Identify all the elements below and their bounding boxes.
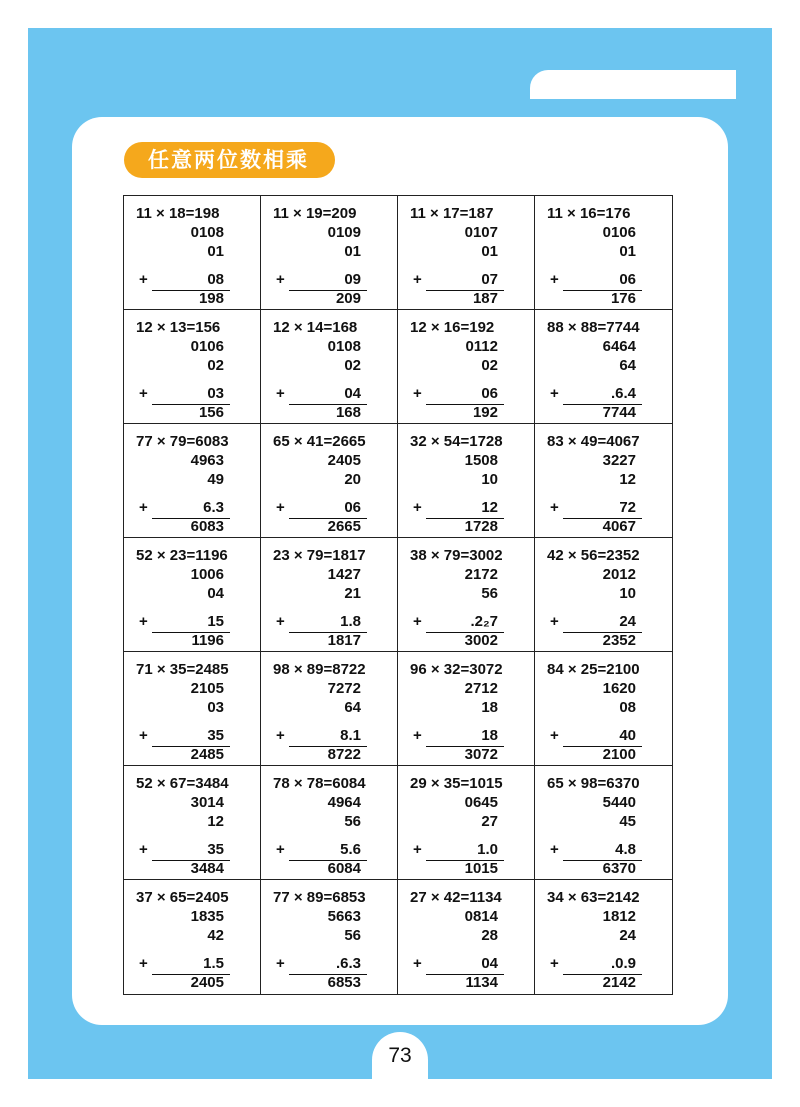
sum-result: 8722 (327, 746, 361, 763)
partial-product-2: 42 (207, 927, 224, 944)
partial-product-3: 15 (207, 613, 224, 630)
sum-result: 1015 (464, 860, 498, 877)
plus-sign: + (276, 271, 285, 288)
partial-product-1: 1812 (602, 908, 636, 925)
sum-line (152, 746, 230, 747)
sum-line (152, 860, 230, 861)
problem-cell (261, 424, 398, 538)
partial-product-1: 3014 (190, 794, 224, 811)
partial-product-1: 1427 (327, 566, 361, 583)
sum-result: 198 (198, 290, 224, 307)
sum-line (563, 518, 642, 519)
partial-product-1: 2012 (602, 566, 636, 583)
sum-result: 3072 (464, 746, 498, 763)
partial-product-1: 2405 (327, 452, 361, 469)
partial-product-2: 12 (207, 813, 224, 830)
plus-sign: + (550, 613, 559, 630)
problem-grid (123, 195, 673, 995)
sum-line (426, 860, 504, 861)
sum-result: 1134 (465, 974, 498, 991)
partial-product-2: 24 (619, 927, 636, 944)
equation: 88 × 88=7744 (547, 319, 640, 336)
sum-result: 156 (198, 404, 224, 421)
sum-result: 4067 (602, 518, 636, 535)
partial-product-3: 04 (481, 955, 498, 972)
sum-line (152, 290, 230, 291)
equation: 71 × 35=2485 (136, 661, 229, 678)
equation: 11 × 19=209 (273, 205, 357, 222)
equation: 98 × 89=8722 (273, 661, 366, 678)
equation: 52 × 23=1196 (136, 547, 228, 564)
partial-product-3: 1.0 (477, 841, 498, 858)
equation: 38 × 79=3002 (410, 547, 503, 564)
equation: 11 × 18=198 (136, 205, 220, 222)
plus-sign: + (413, 385, 422, 402)
equation: 11 × 16=176 (547, 205, 631, 222)
sum-line (426, 404, 504, 405)
plus-sign: + (139, 385, 148, 402)
partial-product-3: .6.4 (610, 385, 636, 402)
problem-cell (535, 424, 672, 538)
partial-product-3: 4.8 (615, 841, 636, 858)
problem-cell (261, 310, 398, 424)
partial-product-1: 1508 (464, 452, 498, 469)
partial-product-2: 27 (481, 813, 498, 830)
problem-cell (261, 538, 398, 652)
sum-result: 3484 (190, 860, 224, 877)
sum-line (289, 518, 367, 519)
plus-sign: + (139, 841, 148, 858)
equation: 12 × 14=168 (273, 319, 358, 336)
partial-product-2: 45 (619, 813, 636, 830)
plus-sign: + (139, 955, 148, 972)
equation: 23 × 79=1817 (273, 547, 366, 564)
plus-sign: + (276, 955, 285, 972)
partial-product-1: 0106 (190, 338, 224, 355)
problem-cell (124, 880, 261, 994)
sum-line (426, 632, 504, 633)
equation: 12 × 16=192 (410, 319, 495, 336)
problem-cell (398, 538, 535, 652)
partial-product-1: 1835 (190, 908, 224, 925)
partial-product-2: 10 (481, 471, 498, 488)
partial-product-3: 09 (344, 271, 361, 288)
partial-product-2: 21 (344, 585, 361, 602)
problem-cell (124, 652, 261, 766)
top-tab (530, 70, 736, 99)
partial-product-1: 2172 (464, 566, 498, 583)
page-number: 73 (388, 1044, 412, 1067)
partial-product-2: 64 (344, 699, 361, 716)
sum-result: 176 (610, 290, 636, 307)
problem-cell (398, 424, 535, 538)
equation: 77 × 89=6853 (273, 889, 366, 906)
equation: 34 × 63=2142 (547, 889, 640, 906)
partial-product-3: 06 (344, 499, 361, 516)
equation: 29 × 35=1015 (410, 775, 503, 792)
partial-product-2: 10 (619, 585, 636, 602)
partial-product-1: 0814 (464, 908, 498, 925)
partial-product-2: 04 (207, 585, 224, 602)
sum-result: 168 (335, 404, 361, 421)
sum-line (426, 746, 504, 747)
plus-sign: + (550, 385, 559, 402)
partial-product-3: 18 (481, 727, 498, 744)
equation: 65 × 41=2665 (273, 433, 366, 450)
plus-sign: + (413, 499, 422, 516)
sum-result: 6083 (190, 518, 224, 535)
partial-product-2: 02 (481, 357, 498, 374)
sum-result: 187 (472, 290, 498, 307)
plus-sign: + (276, 385, 285, 402)
plus-sign: + (139, 271, 148, 288)
partial-product-3: 35 (207, 841, 224, 858)
problem-cell (398, 196, 535, 310)
partial-product-3: 24 (619, 613, 636, 630)
plus-sign: + (550, 955, 559, 972)
equation: 11 × 17=187 (410, 205, 494, 222)
problem-cell (398, 310, 535, 424)
equation: 27 × 42=1134 (410, 889, 502, 906)
partial-product-1: 7272 (327, 680, 361, 697)
partial-product-2: 01 (619, 243, 636, 260)
partial-product-2: 28 (481, 927, 498, 944)
plus-sign: + (276, 613, 285, 630)
equation: 77 × 79=6083 (136, 433, 229, 450)
sum-result: 2100 (602, 746, 636, 763)
sum-line (152, 974, 230, 975)
sum-line (426, 518, 504, 519)
partial-product-1: 0112 (465, 338, 498, 355)
sum-result: 1728 (464, 518, 498, 535)
sum-line (152, 518, 230, 519)
partial-product-2: 02 (207, 357, 224, 374)
problem-cell (535, 880, 672, 994)
partial-product-2: 64 (619, 357, 636, 374)
plus-sign: + (276, 841, 285, 858)
problem-cell (124, 538, 261, 652)
partial-product-1: 2712 (464, 680, 498, 697)
equation: 83 × 49=4067 (547, 433, 640, 450)
plus-sign: + (413, 613, 422, 630)
plus-sign: + (139, 727, 148, 744)
partial-product-3: 8.1 (340, 727, 361, 744)
partial-product-3: 72 (619, 499, 636, 516)
partial-product-1: 0107 (464, 224, 498, 241)
sum-line (563, 974, 642, 975)
sum-line (426, 974, 504, 975)
problem-cell (261, 196, 398, 310)
partial-product-3: .6.3 (335, 955, 361, 972)
partial-product-3: .2₂7 (470, 613, 498, 630)
sum-result: 1817 (327, 632, 361, 649)
sum-line (426, 290, 504, 291)
sum-result: 2142 (602, 974, 636, 991)
problem-cell (124, 196, 261, 310)
partial-product-1: 1620 (602, 680, 636, 697)
plus-sign: + (550, 841, 559, 858)
sum-result: 2665 (327, 518, 361, 535)
partial-product-2: 18 (481, 699, 498, 716)
sum-line (289, 404, 367, 405)
partial-product-2: 20 (344, 471, 361, 488)
sum-result: 1196 (191, 632, 224, 649)
partial-product-1: 6464 (602, 338, 636, 355)
problem-cell (535, 766, 672, 880)
problem-cell (398, 652, 535, 766)
equation: 32 × 54=1728 (410, 433, 503, 450)
partial-product-3: 03 (207, 385, 224, 402)
partial-product-3: 08 (207, 271, 224, 288)
partial-product-1: 0108 (190, 224, 224, 241)
partial-product-2: 01 (481, 243, 498, 260)
plus-sign: + (550, 499, 559, 516)
sum-line (289, 746, 367, 747)
equation: 65 × 98=6370 (547, 775, 640, 792)
partial-product-1: 5440 (602, 794, 636, 811)
sum-result: 6370 (602, 860, 636, 877)
problem-cell (398, 766, 535, 880)
partial-product-1: 0108 (327, 338, 361, 355)
partial-product-3: .0.9 (610, 955, 636, 972)
plus-sign: + (413, 271, 422, 288)
problem-cell (261, 652, 398, 766)
partial-product-3: 5.6 (340, 841, 361, 858)
sum-line (563, 290, 642, 291)
partial-product-3: 06 (481, 385, 498, 402)
partial-product-3: 1.8 (340, 613, 361, 630)
sum-line (289, 632, 367, 633)
problem-cell (398, 880, 535, 994)
sum-result: 2405 (190, 974, 224, 991)
sum-line (289, 860, 367, 861)
sum-line (563, 404, 642, 405)
sum-line (152, 632, 230, 633)
partial-product-2: 56 (344, 927, 361, 944)
partial-product-1: 5663 (327, 908, 361, 925)
partial-product-3: 35 (207, 727, 224, 744)
partial-product-1: 4963 (190, 452, 224, 469)
problem-cell (261, 766, 398, 880)
partial-product-2: 08 (619, 699, 636, 716)
sum-line (152, 404, 230, 405)
sum-result: 192 (472, 404, 498, 421)
partial-product-2: 56 (344, 813, 361, 830)
plus-sign: + (413, 841, 422, 858)
partial-product-2: 02 (344, 357, 361, 374)
partial-product-1: 0645 (464, 794, 498, 811)
partial-product-1: 0109 (327, 224, 361, 241)
sum-result: 6853 (327, 974, 361, 991)
plus-sign: + (550, 727, 559, 744)
partial-product-1: 2105 (190, 680, 224, 697)
partial-product-1: 4964 (327, 794, 361, 811)
equation: 37 × 65=2405 (136, 889, 229, 906)
problem-cell (124, 424, 261, 538)
sum-result: 2485 (190, 746, 224, 763)
sum-result: 7744 (602, 404, 636, 421)
sum-line (289, 974, 367, 975)
problem-cell (535, 538, 672, 652)
plus-sign: + (276, 727, 285, 744)
equation: 12 × 13=156 (136, 319, 221, 336)
partial-product-2: 49 (207, 471, 224, 488)
plus-sign: + (550, 271, 559, 288)
plus-sign: + (413, 727, 422, 744)
sum-line (563, 746, 642, 747)
problem-cell (535, 652, 672, 766)
partial-product-2: 01 (207, 243, 224, 260)
sum-result: 2352 (602, 632, 636, 649)
plus-sign: + (413, 955, 422, 972)
plus-sign: + (139, 613, 148, 630)
equation: 42 × 56=2352 (547, 547, 640, 564)
partial-product-1: 3227 (602, 452, 636, 469)
partial-product-3: 06 (619, 271, 636, 288)
plus-sign: + (276, 499, 285, 516)
problem-cell (535, 196, 672, 310)
partial-product-2: 01 (344, 243, 361, 260)
sum-result: 209 (335, 290, 361, 307)
partial-product-2: 56 (481, 585, 498, 602)
partial-product-3: 6.3 (203, 499, 224, 516)
partial-product-2: 03 (207, 699, 224, 716)
partial-product-3: 04 (344, 385, 361, 402)
partial-product-3: 40 (619, 727, 636, 744)
partial-product-1: 1006 (190, 566, 224, 583)
equation: 84 × 25=2100 (547, 661, 640, 678)
equation: 52 × 67=3484 (136, 775, 229, 792)
plus-sign: + (139, 499, 148, 516)
equation: 78 × 78=6084 (273, 775, 366, 792)
problem-cell (124, 766, 261, 880)
sum-line (563, 632, 642, 633)
partial-product-3: 12 (481, 499, 498, 516)
partial-product-3: 07 (481, 271, 498, 288)
sum-line (289, 290, 367, 291)
partial-product-3: 1.5 (203, 955, 224, 972)
partial-product-1: 0106 (602, 224, 636, 241)
sum-result: 3002 (464, 632, 498, 649)
problem-cell (124, 310, 261, 424)
sum-line (563, 860, 642, 861)
sum-result: 6084 (327, 860, 361, 877)
problem-cell (261, 880, 398, 994)
partial-product-2: 12 (619, 471, 636, 488)
equation: 96 × 32=3072 (410, 661, 503, 678)
section-title: 任意两位数相乘 (124, 142, 335, 178)
problem-cell (535, 310, 672, 424)
